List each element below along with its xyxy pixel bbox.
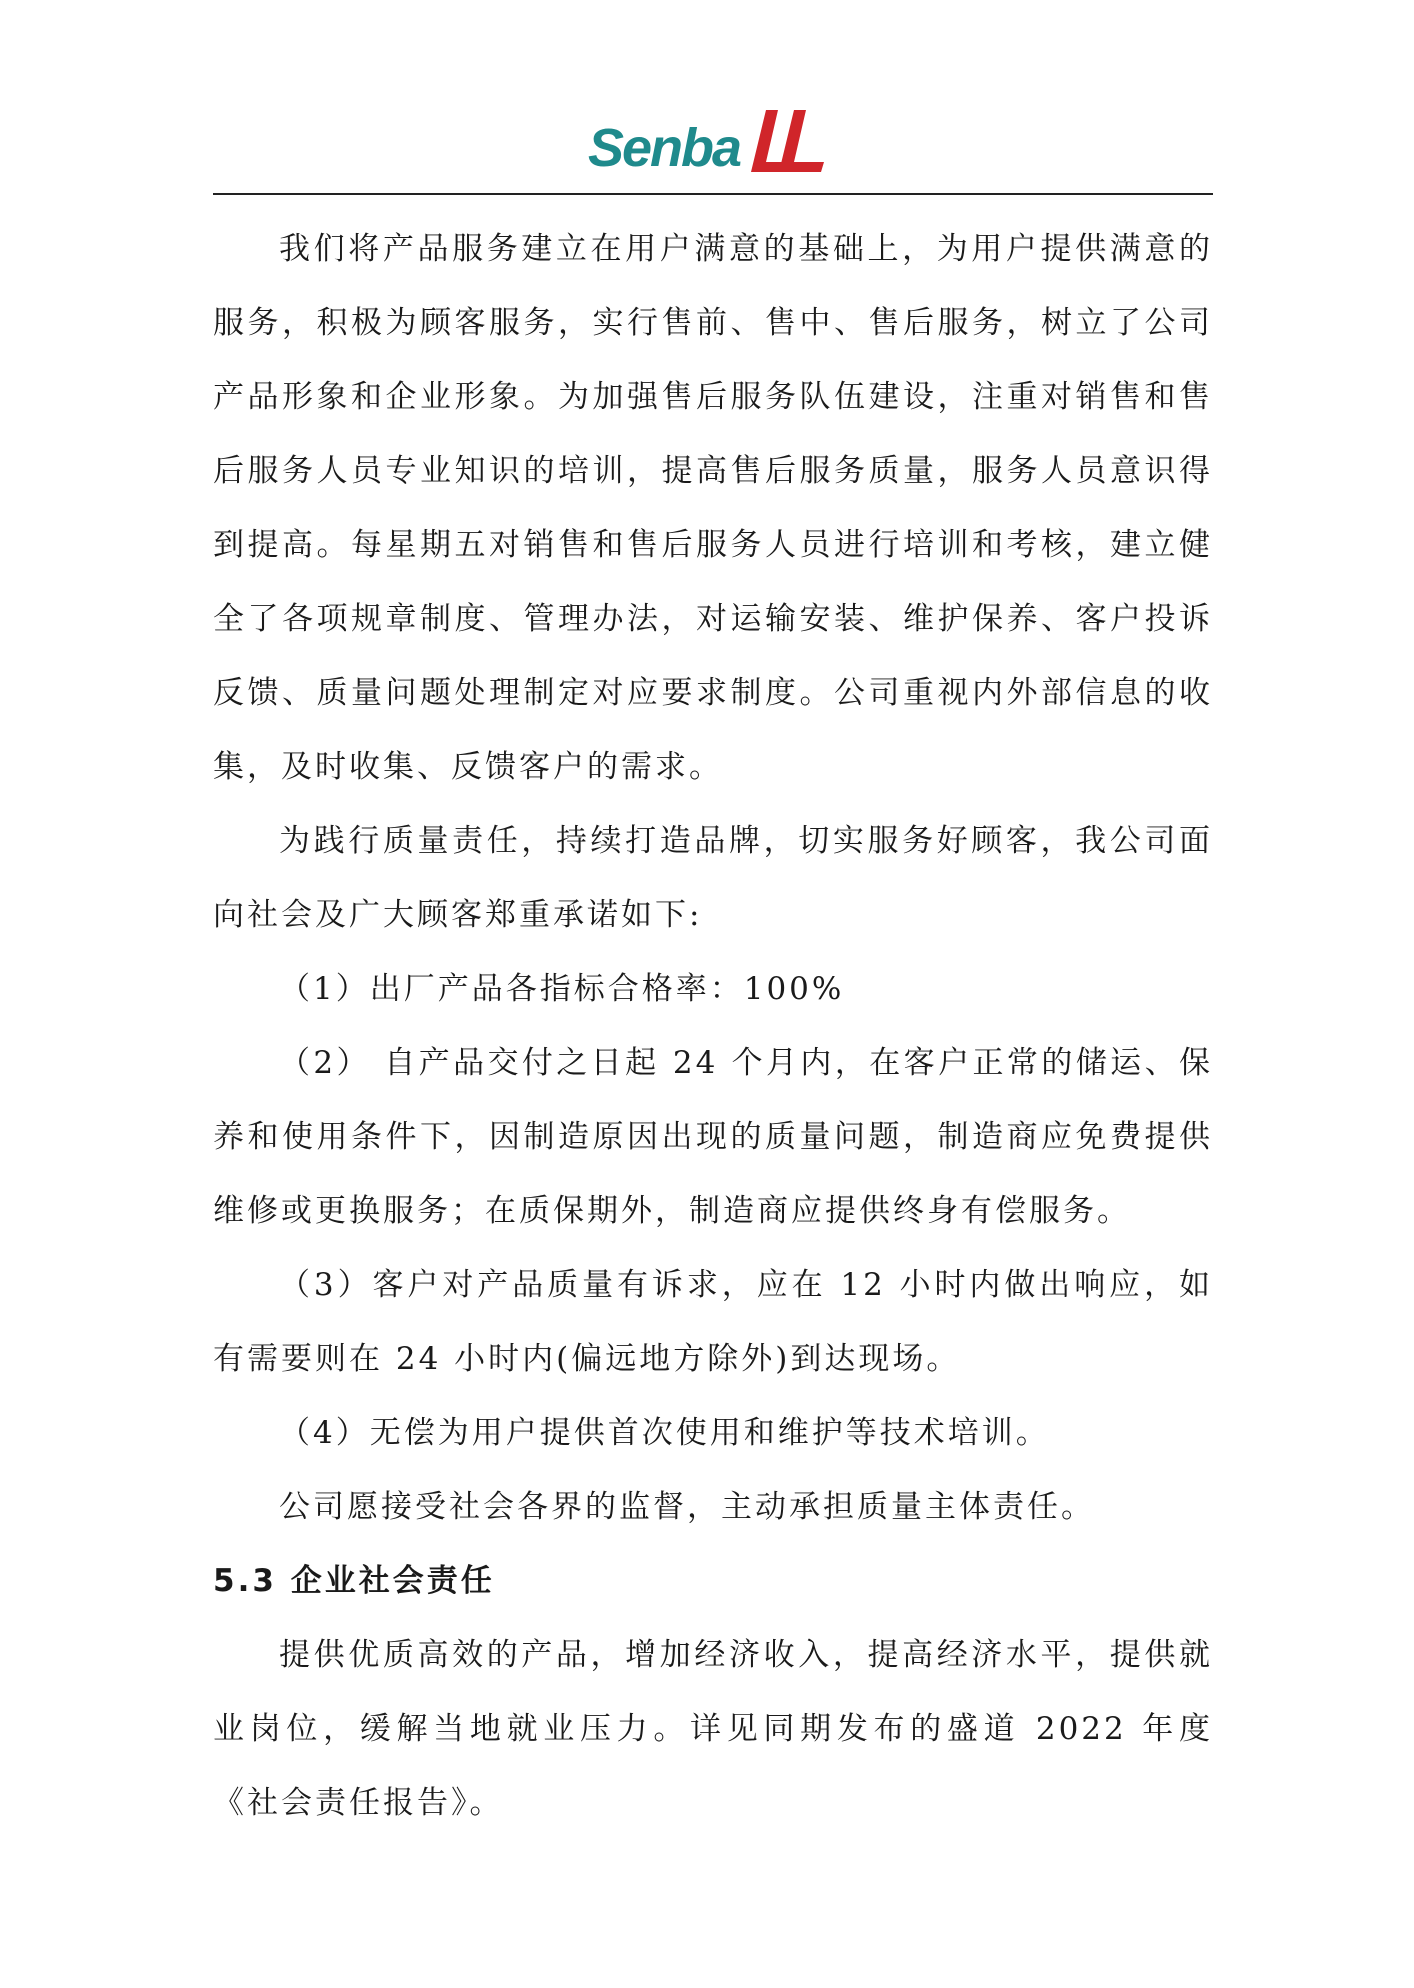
commitment-item-1: （1）出厂产品各指标合格率：100%	[279, 971, 845, 1007]
senball-logo	[580, 100, 840, 180]
page-body	[213, 212, 1213, 1840]
svg-text:Senba: Senba	[588, 118, 741, 178]
header-divider	[213, 193, 1213, 195]
section-heading: 5.3 企业社会责任	[213, 1563, 495, 1599]
commitment-item-4: （4）无偿为用户提供首次使用和维护等技术培训。	[279, 1415, 1050, 1451]
page-header	[0, 0, 1414, 200]
paragraph-commitment-intro: 为践行质量责任，持续打造品牌，切实服务好顾客，我公司面向社会及广大顾客郑重承诺如下:	[213, 823, 1213, 933]
paragraph-service: 我们将产品服务建立在用户满意的基础上，为用户提供满意的服务，积极为顾客服务，实行售前、售中、售后服务，树立了公司产品形象和企业形象。为加强售后服务队伍建设，注重对销售和售后服务人员专业知识的培训，提高售后服务质量，服务人员意识得到提高。每星期五对销售和售后服务人员进行培训和考核，建立健全了各项规章制度、管理办法，对运输安装、维护保养、客户投诉反馈、质量问题处理制定对应要求制度。公司重视内外部信息的收集，及时收集、反馈客户的需求。	[213, 231, 1213, 785]
paragraph-social-responsibility: 提供优质高效的产品，增加经济收入，提高经济水平，提供就业岗位，缓解当地就业压力。详见同期发布的盛道 2022 年度《社会责任报告》。	[213, 1637, 1213, 1821]
paragraph-supervision: 公司愿接受社会各界的监督，主动承担质量主体责任。	[279, 1489, 1095, 1525]
commitment-item-3: （3）客户对产品质量有诉求，应在 12 小时内做出响应，如有需要则在 24 小时内(偏远地方除外)到达现场。	[213, 1267, 1213, 1377]
commitment-item-2: （2） 自产品交付之日起 24 个月内，在客户正常的储运、保养和使用条件下，因制造原因出现的质量问题，制造商应免费提供维修或更换服务；在质保期外，制造商应提供终身有偿服务。	[213, 1045, 1213, 1229]
